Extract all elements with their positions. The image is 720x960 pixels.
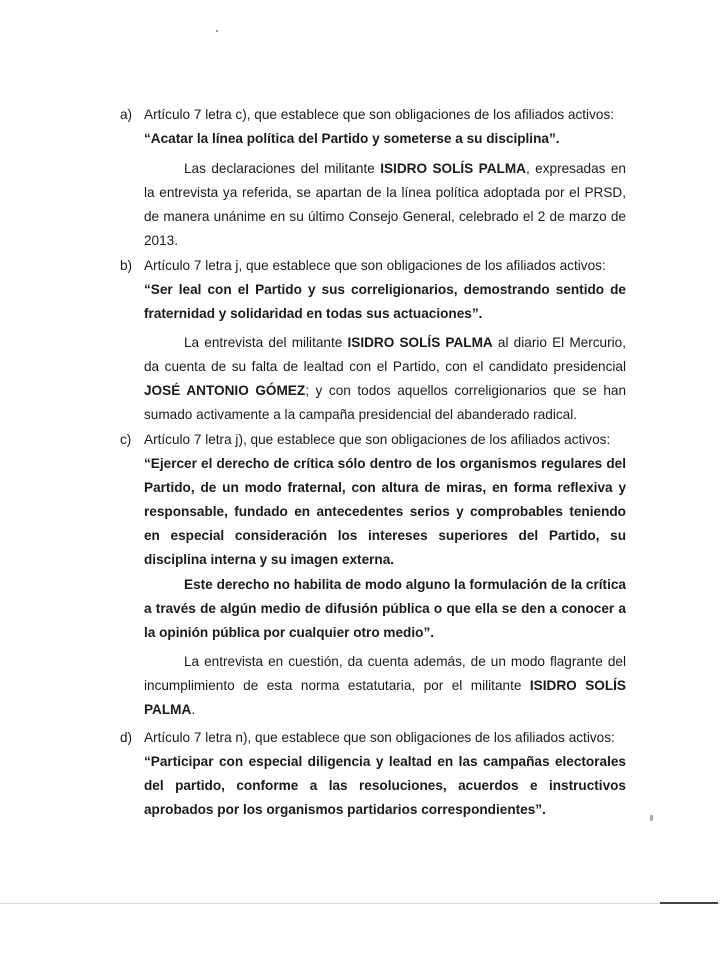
candidate-name: JOSÉ ANTONIO GÓMEZ xyxy=(144,383,306,398)
item-quote: “Participar con especial diligencia y lealtad en las campañas electorales del partido, conforme a las resoluciones, acuerdos e instructivos aprobados por los organismos partidarios correspondientes”. xyxy=(144,754,626,817)
item-marker: b) xyxy=(120,258,133,273)
item-marker: a) xyxy=(120,107,133,122)
item-marker: d) xyxy=(120,730,133,745)
page-edge-line xyxy=(0,903,720,904)
item-quote: “Ejercer el derecho de crítica sólo dentro de los organismos regulares del Partido, de un modo fraternal, con altura de miras, en forma reflexiva y responsable, fundado en antecedentes serios y comprobables teniendo en especial consideración los intereses superiores del Partido, su disciplina interna y su imagen externa. xyxy=(144,456,626,567)
item-marker: c) xyxy=(120,432,132,447)
item-c-quote-continued: Este derecho no habilita de modo alguno la formulación de la crítica a través de algún medio de difusión pública o que ella se den a conocer a la opinión pública por cualquier otro medio”. xyxy=(144,577,626,640)
item-intro: Artículo 7 letra j), que establece que son obligaciones de los afiliados activos: xyxy=(144,432,611,447)
paragraph-1: Las declaraciones del militante ISIDRO SOLÍS PALMA, expresadas en la entrevista ya referida, se apartan de la línea política adoptada por el PRSD, de manera unánime en su último Consejo General, celebrado el 2 de marzo de 2013. xyxy=(144,161,626,248)
paragraph-3: La entrevista en cuestión, da cuenta además, de un modo flagrante del incumplimiento de esta norma estatutaria, por el militante ISIDRO SOLÍS PALMA. xyxy=(144,654,626,717)
militant-name: ISIDRO SOLÍS PALMA xyxy=(144,678,626,717)
militant-name: ISIDRO SOLÍS PALMA xyxy=(347,335,493,350)
item-quote: “Ser leal con el Partido y sus correligionarios, demostrando sentido de fraternidad y solidaridad en todas sus actuaciones”. xyxy=(144,282,626,321)
item-c xyxy=(120,428,626,572)
item-d xyxy=(120,726,626,822)
item-b xyxy=(120,254,626,326)
paragraph-2: La entrevista del militante ISIDRO SOLÍS PALMA al diario El Mercurio, da cuenta de su falta de lealtad con el Partido, con el candidato presidencial JOSÉ ANTONIO GÓMEZ; y con todos aquellos correligionarios que se han sumado activamente a la campaña presidencial del abanderado radical. xyxy=(144,335,627,422)
item-quote: “Acatar la línea política del Partido y someterse a su disciplina”. xyxy=(144,131,560,146)
scan-speck xyxy=(216,30,218,32)
militant-name: ISIDRO SOLÍS PALMA xyxy=(380,161,526,176)
item-intro: Artículo 7 letra c), que establece que son obligaciones de los afiliados activos: xyxy=(144,107,615,122)
item-a xyxy=(120,103,626,151)
page-edge-mark xyxy=(660,902,718,904)
item-intro: Artículo 7 letra n), que establece que son obligaciones de los afiliados activos: xyxy=(144,730,615,745)
item-intro: Artículo 7 letra j, que establece que son obligaciones de los afiliados activos: xyxy=(144,258,606,273)
scan-mark xyxy=(650,815,653,821)
